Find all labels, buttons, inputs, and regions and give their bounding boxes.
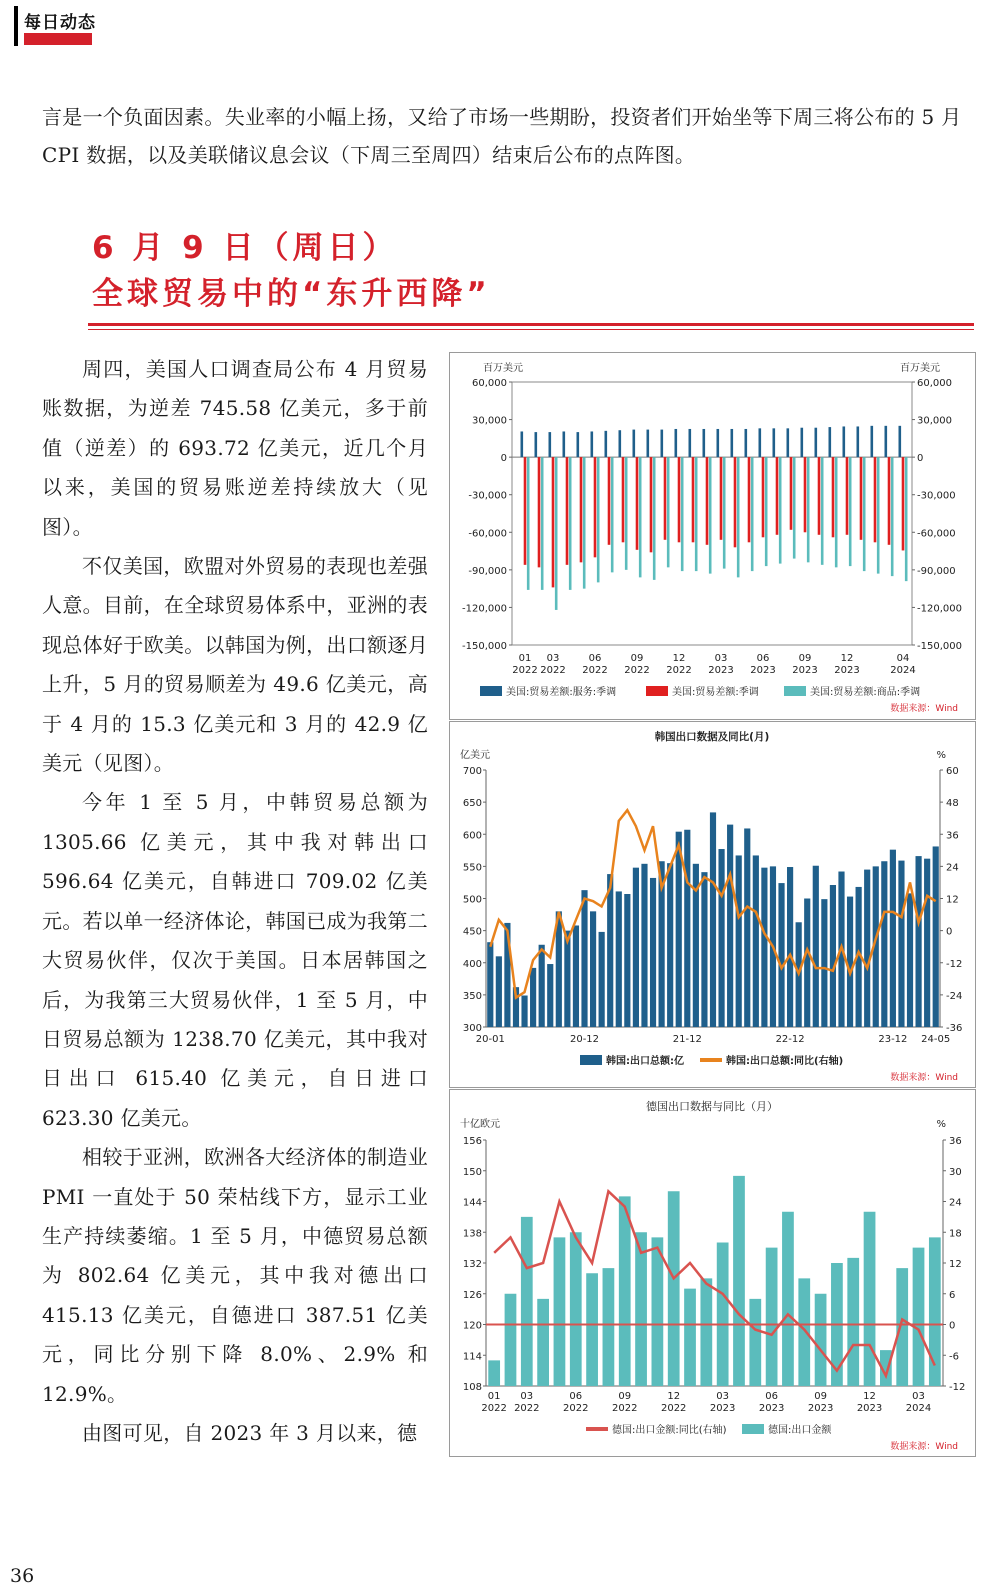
bar-goods (751, 457, 754, 571)
bar-services (633, 430, 636, 458)
bar-total (706, 457, 709, 545)
y-tick-label: 500 (462, 894, 482, 906)
bar-services (675, 429, 678, 457)
bar-goods (667, 457, 670, 567)
bar-goods (863, 457, 866, 571)
bar-export (815, 1294, 827, 1386)
bar-goods (653, 457, 656, 580)
legend-label-export: 德国:出口金额 (768, 1425, 832, 1436)
legend-swatch-export (580, 1055, 602, 1065)
bar-export (676, 832, 682, 1027)
bar-export (898, 861, 904, 1027)
bar-goods (765, 457, 768, 566)
y-tick-label-right: 36 (949, 1136, 962, 1147)
bar-total (818, 457, 821, 535)
y-tick-label: 30,000 (472, 415, 507, 427)
x-tick-label: 03 (714, 653, 728, 664)
chart-germany-exports-svg (450, 1090, 975, 1456)
bar-export (761, 868, 767, 1027)
bar-services (773, 428, 776, 457)
y-tick-label: -60,000 (468, 528, 507, 540)
bar-services (731, 429, 734, 457)
chart-title: 韩国出口数据及同比(月) (654, 731, 770, 743)
bar-total (902, 457, 905, 550)
y-tick-label-right: 24 (946, 862, 959, 874)
x-tick-label: 12 (840, 653, 854, 664)
y-tick-label: 144 (462, 1197, 482, 1209)
bar-export (619, 1196, 631, 1386)
x-tick-year: 2023 (750, 665, 776, 676)
bar-export (700, 1278, 712, 1386)
bar-export (599, 932, 605, 1027)
bar-export (554, 1237, 566, 1386)
y-axis-label-right: % (936, 1119, 946, 1130)
y-tick-label-right: -120,000 (917, 603, 962, 615)
bar-services (871, 426, 874, 457)
page-number: 36 (10, 1565, 35, 1587)
article-body (42, 350, 428, 1453)
bar-export (864, 870, 870, 1027)
bar-total (524, 457, 527, 565)
bar-export (537, 1299, 549, 1386)
bar-total (762, 457, 765, 537)
bar-goods (793, 457, 796, 558)
bar-services (563, 431, 566, 457)
header-title: 每日动态 (24, 13, 96, 33)
x-tick-label: 04 (896, 653, 910, 664)
x-tick-year: 2022 (660, 1403, 687, 1414)
bar-services (689, 429, 692, 457)
x-tick-year: 2022 (481, 1403, 507, 1414)
body-paragraph: 周四，美国人口调查局公布 4 月贸易账数据，为逆差 745.58 亿美元，多于前值（逆差）的 693.72 亿美元，近几个月以来，美国的贸易账逆差持续放大（见图）。 (42, 357, 428, 539)
bar-export (641, 864, 647, 1027)
bar-total (776, 457, 779, 535)
legend-swatch-total (646, 686, 668, 696)
bar-export (570, 1232, 582, 1386)
bar-export (539, 945, 545, 1027)
y-tick-label-right: -36 (946, 1023, 963, 1034)
header-red-block (24, 33, 92, 45)
y-axis-label: 亿美元 (460, 750, 490, 761)
bar-services (703, 429, 706, 457)
bar-services (857, 426, 860, 457)
bar-services (619, 430, 622, 457)
legend-label-yoy: 韩国:出口总额:同比(右轴) (726, 1056, 844, 1067)
x-tick-label: 01 (487, 1391, 501, 1402)
bar-goods (527, 457, 530, 590)
bar-export (668, 1191, 680, 1386)
body-paragraph: 由图可见，自 2023 年 3 月以来，德 (82, 1420, 418, 1445)
bar-services (885, 426, 888, 457)
section-rule (88, 323, 974, 326)
bar-services (661, 430, 664, 458)
bar-export (488, 1360, 500, 1386)
chart-us-trade-svg (450, 353, 975, 719)
bar-total (748, 457, 751, 542)
y-tick-label: 126 (462, 1289, 482, 1301)
y-tick-label: 108 (462, 1382, 482, 1393)
bar-goods (681, 457, 684, 571)
intro-paragraph: 言是一个负面因素。失业率的小幅上扬，又给了市场一些期盼，投资者们开始坐等下周三将公布的 5 月 CPI 数据，以及美联储议息会议（下周三至周四）结束后公布的点阵图。 (42, 105, 962, 167)
x-tick-year: 2023 (758, 1403, 785, 1414)
chart-source: 数据来源：Wind (890, 1073, 958, 1083)
y-tick-label-right: 0 (917, 453, 924, 465)
bar-total (678, 457, 681, 542)
bar-export (881, 861, 887, 1027)
body-paragraph: 不仅美国，欧盟对外贸易的表现也差强人意。目前，在全球贸易体系中，亚洲的表现总体好于欧美。以韩国为例，出口额逐月上升，5 月的贸易顺差为 49.6 亿美元，高于 4 月的 15.3 亿美元和 3 月的 42.9 亿美元（见图）。 (42, 554, 428, 776)
bar-export (684, 1289, 696, 1386)
bar-export (753, 855, 759, 1027)
bar-export (766, 1248, 778, 1386)
y-tick-label-right: -12 (946, 958, 963, 970)
bar-goods (807, 457, 810, 562)
x-tick-label: 12 (667, 1391, 681, 1402)
y-tick-label: 138 (462, 1228, 482, 1240)
x-tick-label: 06 (569, 1391, 583, 1402)
bar-export (778, 883, 784, 1027)
legend-label-goods: 美国:贸易差额:商品:季调 (810, 687, 921, 698)
bar-goods (877, 457, 880, 573)
x-tick-label: 03 (716, 1391, 730, 1402)
x-tick-label: 03 (520, 1391, 534, 1402)
bar-services (759, 428, 762, 457)
y-axis-label-right: 百万美元 (900, 363, 940, 374)
legend-label-services: 美国:贸易差额:服务:季调 (506, 687, 617, 698)
bar-services (535, 432, 538, 457)
y-axis-label-right: % (936, 750, 946, 761)
bar-total (860, 457, 863, 540)
bar-total (552, 457, 555, 587)
bar-export (924, 859, 930, 1027)
bar-export (913, 1248, 925, 1386)
x-tick-label: 23-12 (878, 1034, 908, 1045)
y-tick-label-right: -90,000 (917, 565, 956, 577)
bar-total (832, 457, 835, 537)
bar-export (586, 1273, 598, 1386)
bar-goods (723, 457, 726, 568)
chart-germany-exports (449, 1089, 976, 1457)
chart-korea-exports (449, 721, 976, 1088)
bar-services (843, 426, 846, 457)
y-tick-label: 132 (462, 1259, 482, 1270)
bar-total (622, 457, 625, 542)
bar-goods (821, 457, 824, 565)
x-tick-year: 2022 (612, 1403, 638, 1414)
x-tick-label: 09 (798, 653, 812, 664)
bar-goods (569, 457, 572, 590)
y-tick-label-right: 0 (949, 1320, 956, 1332)
bar-export (547, 964, 553, 1027)
y-tick-label-right: 60 (946, 766, 959, 777)
x-tick-year: 2023 (792, 665, 818, 676)
bar-goods (849, 457, 852, 566)
y-tick-label-right: -24 (946, 990, 963, 1002)
legend-label-export: 韩国:出口总额:亿 (606, 1056, 684, 1067)
x-tick-label: 24-05 (921, 1034, 951, 1045)
x-tick-year: 2022 (666, 665, 692, 676)
bar-goods (555, 457, 558, 610)
x-tick-label: 20-12 (569, 1034, 600, 1045)
bar-goods (639, 457, 642, 577)
bar-export (821, 899, 827, 1027)
legend-label-total: 美国:贸易差额:季调 (672, 687, 759, 698)
bar-export (521, 1217, 533, 1386)
x-tick-year: 2022 (512, 665, 538, 676)
y-axis-label: 百万美元 (483, 363, 523, 374)
y-tick-label: 400 (462, 958, 482, 970)
bar-total (608, 457, 611, 545)
header-bar (14, 6, 18, 46)
x-tick-label: 20-01 (475, 1034, 505, 1045)
bar-export (573, 925, 579, 1027)
y-axis-label: 十亿欧元 (460, 1119, 500, 1130)
bar-services (647, 430, 650, 458)
x-tick-label: 12 (672, 653, 686, 664)
bar-total (664, 457, 667, 540)
x-tick-year: 2023 (708, 665, 734, 676)
y-tick-label: -90,000 (468, 565, 507, 577)
y-tick-label-right: -30,000 (917, 490, 956, 502)
bar-services (787, 428, 790, 457)
bar-goods (583, 457, 586, 588)
y-tick-label-right: 12 (946, 894, 959, 906)
bar-total (594, 457, 597, 557)
y-tick-label: 114 (462, 1351, 482, 1363)
y-tick-label: 60,000 (472, 378, 507, 389)
bar-export (710, 812, 716, 1027)
bar-goods (597, 457, 600, 582)
x-tick-year: 2022 (563, 1403, 589, 1414)
x-tick-year: 2024 (890, 665, 916, 676)
bar-goods (625, 457, 628, 570)
bar-services (577, 432, 580, 457)
bar-services (829, 427, 832, 457)
bar-export (581, 890, 587, 1027)
bar-export (717, 1243, 729, 1387)
bar-total (720, 457, 723, 540)
bar-export (813, 866, 819, 1027)
bar-export (916, 856, 922, 1027)
bar-total (580, 457, 583, 562)
bar-total (692, 457, 695, 542)
bar-export (607, 874, 613, 1027)
section-title: 全球贸易中的“东升西降” (92, 276, 491, 312)
x-tick-label: 21-12 (672, 1034, 702, 1045)
y-tick-label-right: 48 (946, 798, 959, 810)
bar-services (521, 431, 524, 457)
x-tick-label: 22-12 (775, 1034, 805, 1045)
bar-services (899, 426, 902, 457)
y-tick-label-right: 30,000 (917, 415, 952, 427)
bar-export (496, 956, 502, 1027)
y-tick-label: 450 (462, 926, 482, 938)
section-rule-thin (88, 329, 974, 330)
bar-export (847, 897, 853, 1027)
y-tick-label-right: -60,000 (917, 528, 956, 540)
body-paragraph: 相较于亚洲，欧洲各大经济体的制造业 PMI 一直处于 50 荣枯线下方，显示工业生产持续萎缩。1 至 5 月，中德贸易总额为 802.64 亿美元，其中我对德出口 415.13 亿美元，自德进口 387.51 亿美元，同比分别下降 8.0%、2.9% 和 12.9%。 (42, 1145, 428, 1406)
bar-export (684, 830, 690, 1027)
bar-export (521, 996, 527, 1027)
x-tick-label: 12 (863, 1391, 876, 1402)
x-tick-label: 01 (518, 653, 532, 664)
bar-services (717, 429, 720, 457)
bar-goods (695, 457, 698, 571)
chart-title: 德国出口数据与同比（月） (646, 1100, 778, 1113)
x-tick-year: 2022 (540, 665, 566, 676)
bar-services (591, 431, 594, 457)
x-tick-year: 2022 (582, 665, 608, 676)
bar-export (564, 931, 570, 1027)
bar-export (590, 911, 596, 1027)
y-tick-label-right: 6 (949, 1289, 956, 1301)
legend-swatch-services (480, 686, 502, 696)
plot-frame (512, 382, 912, 645)
y-tick-label: 700 (462, 766, 482, 777)
y-tick-label-right: -12 (949, 1382, 966, 1393)
y-tick-label: -120,000 (462, 603, 507, 615)
bar-export (487, 942, 493, 1027)
y-tick-label: 600 (462, 830, 482, 842)
y-tick-label-right: 36 (946, 830, 959, 842)
bar-services (745, 429, 748, 457)
bar-export (530, 968, 536, 1027)
x-tick-label: 09 (630, 653, 644, 664)
bar-services (815, 428, 818, 457)
chart-korea-exports-svg (450, 722, 975, 1087)
bar-services (549, 432, 552, 457)
bar-goods (709, 457, 712, 573)
body-paragraph: 今年 1 至 5 月，中韩贸易总额为 1305.66 亿美元，其中我对韩出口 596.64 亿美元，自韩进口 709.02 亿美元。若以单一经济体论，韩国已成为我第二大贸易伙伴，仅次于美国。日本居韩国之后，为我第三大贸易伙伴，1 至 5 月，中日贸易总额为 1238.70 亿美元，其中我对日出口 615.40 亿美元，自日进口 623.30 亿美元。 (42, 790, 428, 1130)
bar-total (874, 457, 877, 542)
bar-total (650, 457, 653, 552)
bar-export (650, 878, 656, 1027)
x-tick-label: 03 (912, 1391, 925, 1402)
bar-export (749, 1299, 761, 1386)
bar-goods (891, 457, 894, 576)
bar-export (896, 1268, 908, 1386)
chart-source: 数据来源：Wind (890, 704, 958, 714)
x-tick-year: 2023 (856, 1403, 883, 1414)
x-tick-label: 06 (588, 653, 602, 664)
bar-export (635, 1232, 647, 1386)
intro-text (42, 98, 977, 174)
y-tick-label-right: 0 (946, 926, 953, 938)
chart-source: 数据来源：Wind (890, 1442, 958, 1452)
y-tick-label-right: 60,000 (917, 378, 952, 389)
y-tick-label-right: 24 (949, 1197, 962, 1209)
bar-goods (737, 457, 740, 577)
x-tick-label: 06 (765, 1391, 778, 1402)
y-tick-label-right: -150,000 (917, 641, 962, 652)
bar-export (727, 825, 733, 1027)
x-tick-label: 06 (756, 653, 770, 664)
bar-export (603, 1268, 615, 1386)
y-tick-label: 0 (500, 453, 507, 465)
bar-total (846, 457, 849, 535)
bar-goods (905, 457, 908, 581)
bar-export (787, 867, 793, 1027)
legend-label-yoy: 德国:出口金额:同比(右轴) (612, 1425, 727, 1436)
y-tick-label-right: 18 (949, 1228, 962, 1240)
y-tick-label: 350 (462, 990, 482, 1002)
bar-services (801, 428, 804, 457)
y-tick-label: 120 (462, 1320, 482, 1332)
bar-export (804, 899, 810, 1028)
bar-export (830, 885, 836, 1027)
bar-export (782, 1212, 794, 1386)
x-tick-year: 2023 (807, 1403, 834, 1414)
bar-total (566, 457, 569, 565)
bar-export (798, 1278, 810, 1386)
bar-export (624, 894, 630, 1027)
x-tick-year: 2023 (709, 1403, 736, 1414)
bar-export (736, 855, 742, 1027)
legend-swatch-export (742, 1424, 764, 1434)
bar-total (790, 457, 793, 530)
bar-goods (779, 457, 782, 563)
bar-export (847, 1258, 859, 1386)
bar-export (744, 828, 750, 1027)
bar-export (733, 1176, 745, 1386)
bar-goods (541, 457, 544, 590)
x-tick-year: 2022 (624, 665, 650, 676)
x-tick-label: 09 (618, 1391, 632, 1402)
y-tick-label: 650 (462, 798, 482, 810)
bar-total (538, 457, 541, 567)
bar-goods (611, 457, 614, 572)
bar-export (651, 1237, 663, 1386)
bar-total (636, 457, 639, 550)
bar-export (933, 846, 939, 1027)
bar-export (505, 1294, 517, 1386)
x-tick-year: 2022 (514, 1403, 540, 1414)
bar-export (633, 868, 639, 1027)
bar-total (888, 457, 891, 545)
y-tick-label: 156 (462, 1136, 482, 1147)
x-tick-label: 03 (546, 653, 560, 664)
bar-export (616, 891, 622, 1027)
chart-us-trade (449, 352, 976, 720)
x-tick-label: 09 (814, 1391, 827, 1402)
x-tick-year: 2024 (905, 1403, 932, 1414)
bar-export (907, 893, 913, 1027)
y-tick-label: 300 (462, 1023, 482, 1034)
bar-export (718, 849, 724, 1027)
y-tick-label-right: 30 (949, 1166, 962, 1178)
bar-total (804, 457, 807, 532)
bar-export (890, 850, 896, 1027)
y-tick-label: 150 (462, 1166, 482, 1178)
bar-services (605, 431, 608, 457)
y-tick-label: -30,000 (468, 490, 507, 502)
section-date: 6 月 9 日（周日） (92, 230, 398, 266)
legend-swatch-goods (784, 686, 806, 696)
bar-total (734, 457, 737, 547)
bar-export (864, 1212, 876, 1386)
y-tick-label: -150,000 (462, 641, 507, 652)
bar-goods (835, 457, 838, 567)
y-tick-label-right: 12 (949, 1259, 962, 1270)
y-tick-label: 550 (462, 862, 482, 874)
bar-export (667, 863, 673, 1027)
x-tick-year: 2023 (834, 665, 860, 676)
y-tick-label-right: -6 (949, 1351, 959, 1363)
bar-export (701, 872, 707, 1027)
